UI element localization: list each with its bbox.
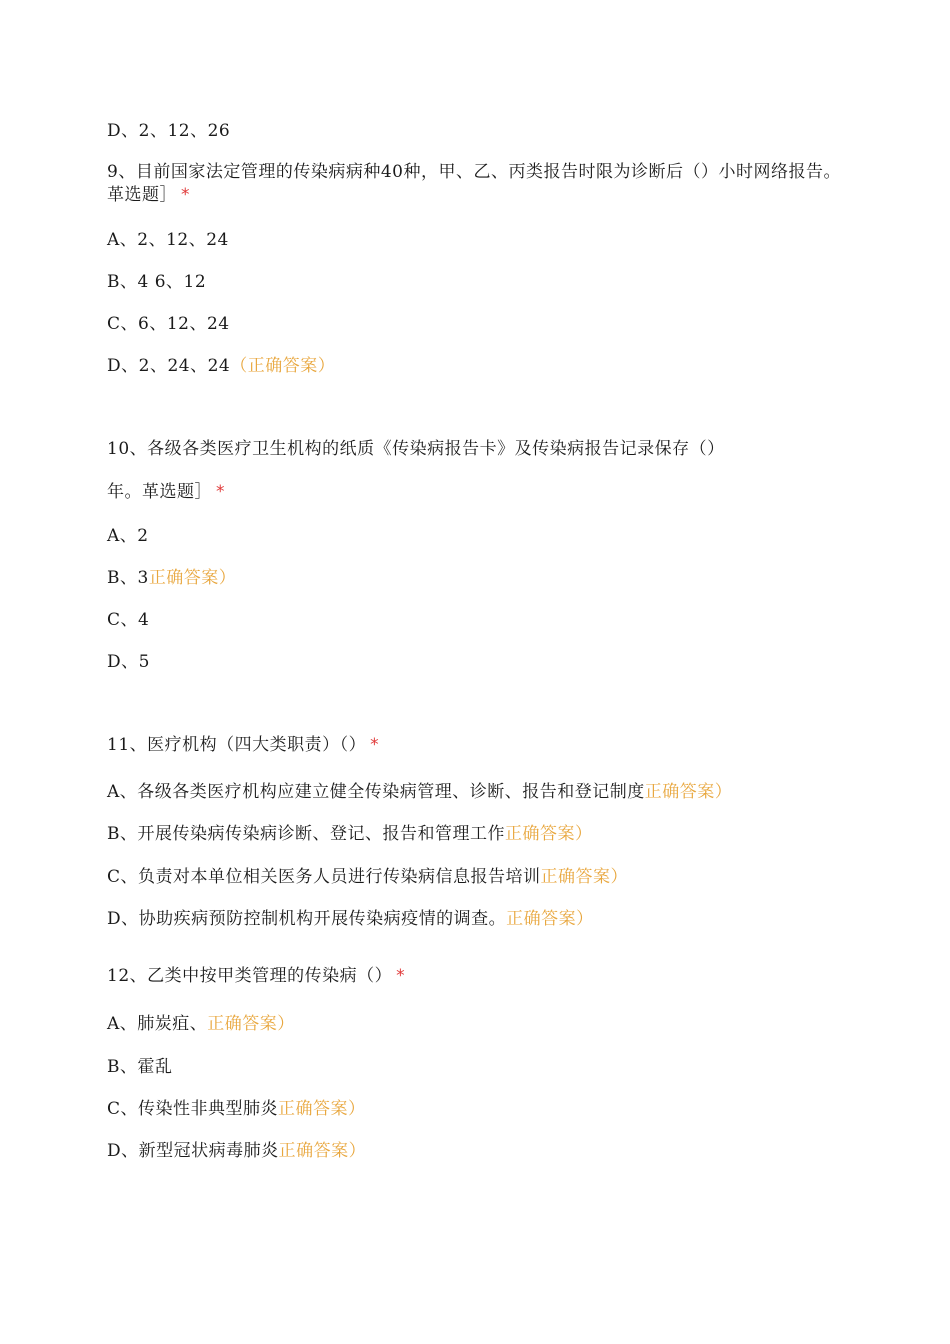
q10-option-d <box>107 650 150 674</box>
q12-option-b-text: B、霍乱 <box>107 1057 173 1077</box>
q11-option-c-answer: 正确答案） <box>540 867 629 887</box>
q12-option-a-text: A、肺炭疽、 <box>107 1014 208 1034</box>
q9-option-d-text: D、2、24、24 <box>107 356 231 376</box>
q10-option-a <box>107 524 149 548</box>
q8-option-d <box>107 119 230 143</box>
q10-question-text-1: 10、各级各类医疗卫生机构的纸质《传染病报告卡》及传染病报告记录保存（） <box>107 439 725 459</box>
q9-option-a-text: A、2、12、24 <box>107 230 229 250</box>
q12-option-d-text: D、新型冠状病毒肺炎 <box>107 1141 279 1161</box>
q12-required-mark: * <box>396 966 406 986</box>
q11-question-text: 11、医疗机构（四大类职责）（） <box>107 735 367 755</box>
q11-option-a <box>107 780 732 804</box>
q12-option-d <box>107 1139 366 1163</box>
q11-option-c <box>107 865 628 889</box>
q9-option-b-text: B、4 6、12 <box>107 272 207 292</box>
q9-question-text: 9、目前国家法定管理的传染病病种40种，甲、乙、丙类报告时限为诊断后（）小时网络报告。革选题］ <box>107 162 841 205</box>
q12-option-c-answer: 正确答案） <box>278 1099 366 1119</box>
q11-option-b-text: B、开展传染病传染病诊断、登记、报告和管理工作 <box>107 824 505 844</box>
q12-option-c <box>107 1097 366 1121</box>
q11-option-d-text: D、协助疾病预防控制机构开展传染病疫情的调查。 <box>107 909 507 929</box>
q11-option-d <box>107 907 594 931</box>
q9-option-b <box>107 270 206 294</box>
q10-question-line1 <box>107 437 725 461</box>
q11-option-b <box>107 822 593 846</box>
q10-option-d-text: D、5 <box>107 652 150 672</box>
q9-required-mark: * <box>181 185 190 205</box>
q12-option-c-text: C、传染性非典型肺炎 <box>107 1099 279 1119</box>
q10-option-b-answer: 正确答案） <box>148 568 237 588</box>
q10-required-mark: * <box>216 482 225 502</box>
q12-question-text: 12、乙类中按甲类管理的传染病（） <box>107 966 393 986</box>
q11-option-a-text: A、各级各类医疗机构应建立健全传染病管理、诊断、报告和登记制度 <box>107 782 645 802</box>
q9-option-d <box>107 354 335 378</box>
q11-required-mark: * <box>370 735 380 755</box>
q9-option-a <box>107 228 229 252</box>
q11-option-a-answer: 正确答案） <box>644 782 733 802</box>
q8-option-d-text: D、2、12、26 <box>107 121 231 141</box>
q12-option-d-answer: 正确答案） <box>278 1141 367 1161</box>
q12-option-a-answer: 正确答案） <box>207 1014 295 1034</box>
q10-question-line2 <box>107 480 225 504</box>
q10-option-b-text: B、3 <box>107 568 149 588</box>
q11-option-b-answer: 正确答案） <box>505 824 593 844</box>
q11-option-d-answer: 正确答案） <box>506 909 594 929</box>
q12-question <box>107 964 405 988</box>
q11-question <box>107 733 379 757</box>
q9-question <box>107 161 842 207</box>
q10-option-c <box>107 608 149 632</box>
q9-option-c-text: C、6、12、24 <box>107 314 230 334</box>
q12-option-b <box>107 1055 173 1079</box>
q10-option-c-text: C、4 <box>107 610 150 630</box>
q9-option-d-answer: （正确答案） <box>230 356 336 376</box>
q9-option-c <box>107 312 230 336</box>
q10-option-b <box>107 566 236 590</box>
q10-question-text-2: 年。革选题］ <box>107 482 212 502</box>
q12-option-a <box>107 1012 295 1036</box>
q10-option-a-text: A、2 <box>107 526 149 546</box>
q11-option-c-text: C、负责对本单位相关医务人员进行传染病信息报告培训 <box>107 867 541 887</box>
